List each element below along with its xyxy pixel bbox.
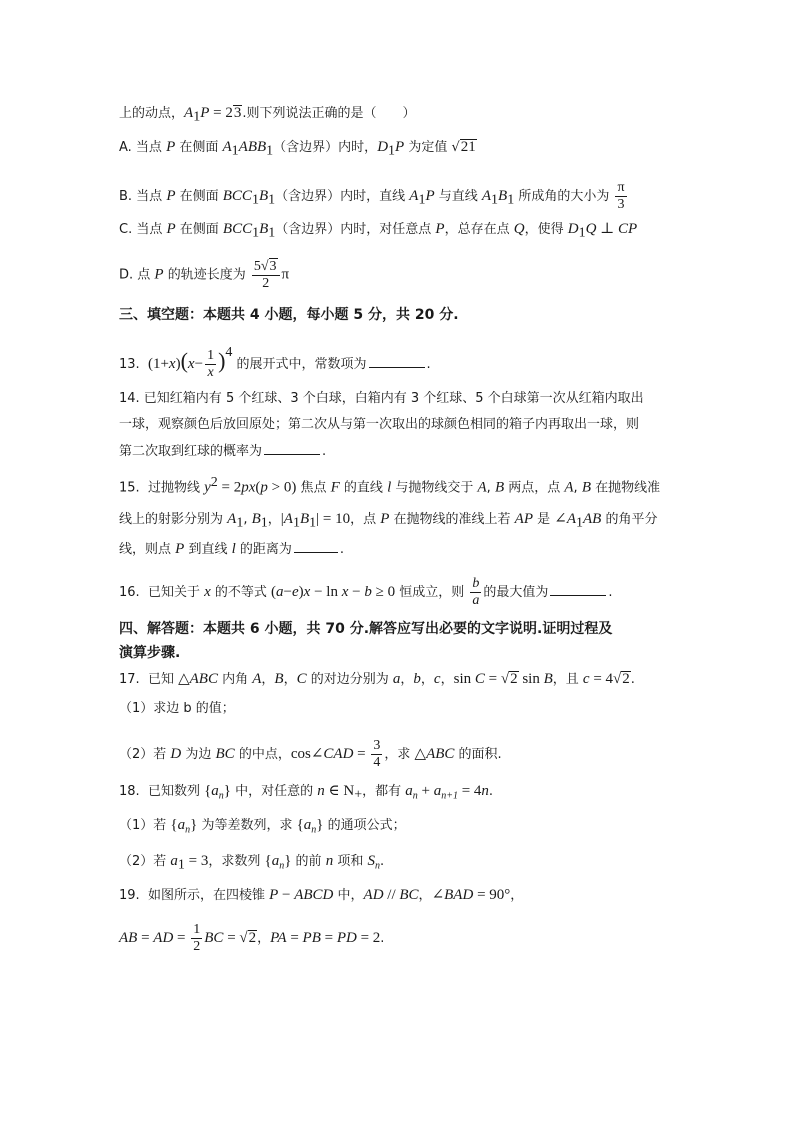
fraction-pi-over-3: $\frac{\pi}{3}$: [617, 180, 625, 212]
q17-part2: （2）若 D 为边 BC 的中点，cos∠CAD = $\frac{3}{4}$ ，求 △ABC 的面积.: [119, 738, 502, 770]
q12-tail: 上的动点，$A_1P = 23$.则下列说法正确的是（ ）: [119, 105, 416, 125]
q17-part1: （1）求边 b 的值；: [119, 701, 235, 716]
section4-heading-line1: 四、解答题：本题共 6 小题，共 70 分.解答应写出必要的文字说明.证明过程及: [119, 621, 613, 637]
q15-line3: 线，则点 P 到直线 l 的距离为 .: [119, 541, 345, 557]
q16: 16. 已知关于 x 的不等式 (a−e)x − ln x − b ≥ 0 恒成立，则 $\frac{b}{a}$ 的最大值为 .: [119, 576, 613, 608]
fraction-5root3-over-2: $\frac{5√3}{2}$: [252, 258, 280, 292]
section3-heading: 三、填空题：本题共 4 小题，每小题 5 分，共 20 分.: [119, 307, 459, 323]
q18-stem: 18. 已知数列 $\{a_n\}$ 中，对任意的 n ∈ $N_+$，都有 $a_n + a_{n+1} = 4n$.: [119, 783, 494, 803]
q18-part1: （1）若 $\{a_n\}$ 为等差数列，求 $\{a_n\}$ 的通项公式；: [119, 817, 406, 836]
q14-line3: 第二次取到红球的概率为 .: [119, 444, 327, 459]
q19-line2: AB = AD = $\frac{1}{2}$ BC = √2，PA = PB = PD = 2.: [119, 922, 385, 954]
q12-option-c: C. 当点 P 在侧面 $BCC_1B_1$（含边界）内时，对任意点 P，总存在点 Q，使得 $D_1Q$ ⊥ CP: [119, 221, 638, 241]
q14-line1: 14. 已知红箱内有 5 个红球、3 个白球，白箱内有 3 个红球、5 个白球第一次从红箱内取出: [119, 391, 644, 406]
fraction-b-over-a: $\frac{b}{a}$: [472, 576, 480, 608]
q18-part2: （2）若 $a_1 = 3$，求数列 $\{a_n\}$ 的前 n 项和 $S_n$.: [119, 853, 385, 873]
q12-option-b: B. 当点 P 在侧面 $BCC_1B_1$（含边界）内时，直线 $A_1P$ 与直线 $A_1B_1$ 所成角的大小为 $\frac{\pi}{3}$: [119, 180, 625, 212]
q17-stem: 17. 已知 △ABC 内角 A，B，C 的对边分别为 a，b，c，sin C = √2 sin B，且 c = 4√2.: [119, 671, 635, 687]
q13: 13. (1+x)(x− $\frac{1}{x}$ )$^4$ 的展开式中，常数项为 .: [119, 345, 431, 380]
q14-line2: 一球，观察颜色后放回原处；第二次从与第一次取出的球颜色相同的箱子内再取出一球，则: [119, 417, 640, 432]
q12-option-d: D. 点 P 的轨迹长度为 $\frac{5√3}{2}$ π: [119, 259, 290, 291]
q15-line2: 线上的射影分别为 $A_1$, $B_1$，$|A_1B_1| = 10$，点 P 在抛物线的准线上若 AP 是 $\angle A_1AB$ 的角平分: [119, 511, 658, 531]
q15-line1: 15. 过抛物线 $y^2 = 2px(p > 0)$ 焦点 F 的直线 l 与抛物线交于 A, B 两点，点 A, B 在抛物线准: [119, 475, 661, 496]
q12-option-a: A. 当点 P 在侧面 $A_1ABB_1$（含边界）内时，$D_1P$ 为定值 √21: [119, 139, 476, 159]
q19-line1: 19. 如图所示，在四棱锥 P − ABCD 中，AD // BC，∠BAD = 90°，: [119, 887, 524, 903]
section4-heading-line2: 演算步骤.: [119, 645, 181, 661]
